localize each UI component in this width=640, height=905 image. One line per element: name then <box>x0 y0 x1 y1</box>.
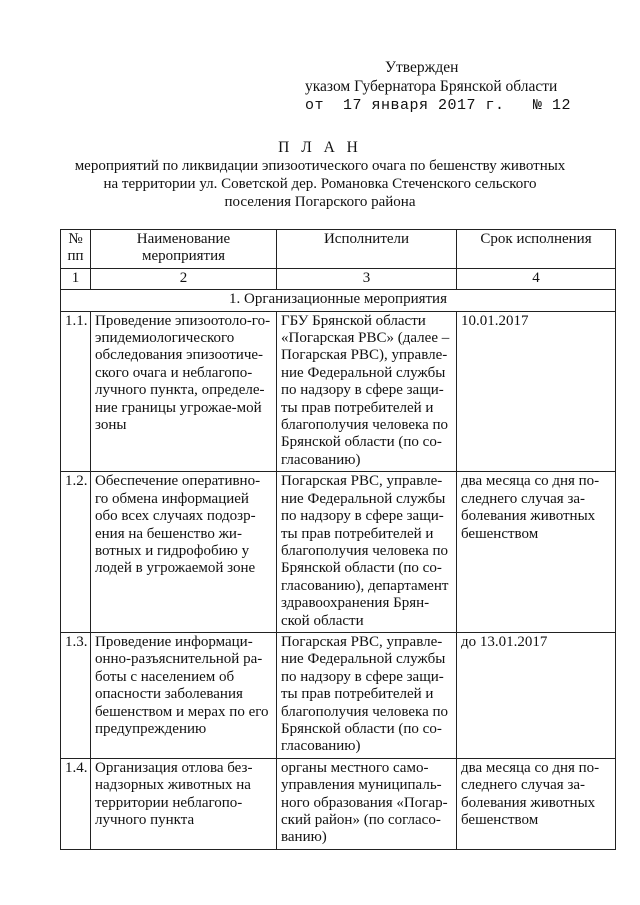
header-name: Наименование мероприятия <box>91 230 277 269</box>
table-row <box>61 472 616 633</box>
row-executors: органы местного само-управления муниципаль-ного образования «Погар-ский район» (по согласо-ванию) <box>277 758 457 849</box>
table-row <box>61 758 616 849</box>
approval-line-approved: Утвержден <box>385 59 459 76</box>
subtitle-line: мероприятий по ликвидации эпизоотического очага по бешенству животных <box>74 158 566 174</box>
section-row <box>61 290 616 311</box>
column-number: 4 <box>457 268 616 289</box>
row-name: Проведение эпизоотоло-го-эпидемиологического обследования эпизоотиче-ского очага и неблагопо-лучного пункта, определе-ние границы угрожае-мой зоны <box>91 311 277 472</box>
column-number: 2 <box>91 268 277 289</box>
subtitle-line: поселения Погарского района <box>224 194 416 210</box>
row-name: Проведение информаци-онно-разъяснительной ра-боты с населением об опасности заболевания бешенством и мерах по его предупреждению <box>91 632 277 758</box>
approval-line-decree: указом Губернатора Брянской области <box>305 78 558 95</box>
row-term: 10.01.2017 <box>457 311 616 472</box>
header-executors: Исполнители <box>277 230 457 269</box>
header-term: Срок исполнения <box>457 230 616 269</box>
column-number: 1 <box>61 268 91 289</box>
row-term: до 13.01.2017 <box>457 632 616 758</box>
row-executors: Погарская РВС, управле-ние Федеральной службы по надзору в сфере защи-ты прав потребителей и благополучия человека по Брянской области (по со-гласованию) <box>277 632 457 758</box>
table-row <box>61 632 616 758</box>
column-number-row <box>61 268 616 289</box>
row-name: Организация отлова без-надзорных животных на территории неблагопо-лучного пункта <box>91 758 277 849</box>
row-name: Обеспечение оперативно-го обмена информацией обо всех случаях подозр-ения на бешенство жи-вотных и гидрофобию у лодей в угрожаемой зоне <box>91 472 277 633</box>
row-num: 1.4. <box>61 758 91 849</box>
table-row <box>61 311 616 472</box>
row-num: 1.1. <box>61 311 91 472</box>
plan-table <box>60 229 616 850</box>
row-term: два месяца со дня по-следнего случая за-болевания животных бешенством <box>457 758 616 849</box>
row-num: 1.2. <box>61 472 91 633</box>
table-header-row <box>61 230 616 269</box>
section-title: 1. Организационные мероприятия <box>61 290 616 311</box>
row-term: два месяца со дня по-следнего случая за-болевания животных бешенством <box>457 472 616 633</box>
document-subtitle <box>60 157 580 211</box>
column-number: 3 <box>277 268 457 289</box>
row-executors: Погарская РВС, управле-ние Федеральной службы по надзору в сфере защи-ты прав потребителей и благополучия человека по Брянской области (по со-гласованию), департамент здравоохранения Брян-ской области <box>277 472 457 633</box>
header-num: № пп <box>61 230 91 269</box>
approval-line-date-number: от 17 января 2017 г. № 12 <box>305 97 572 114</box>
subtitle-line: на территории ул. Советской дер. Романовка Стеченского сельского <box>103 176 537 192</box>
document-title: П Л А Н <box>278 139 362 156</box>
row-executors: ГБУ Брянской области «Погарская РВС» (далее – Погарская РВС), управле-ние Федеральной службы по надзору в сфере защи-ты прав потребителей и благополучия человека по Брянской области (по со-гласованию) <box>277 311 457 472</box>
approval-stamp <box>305 58 625 115</box>
row-num: 1.3. <box>61 632 91 758</box>
